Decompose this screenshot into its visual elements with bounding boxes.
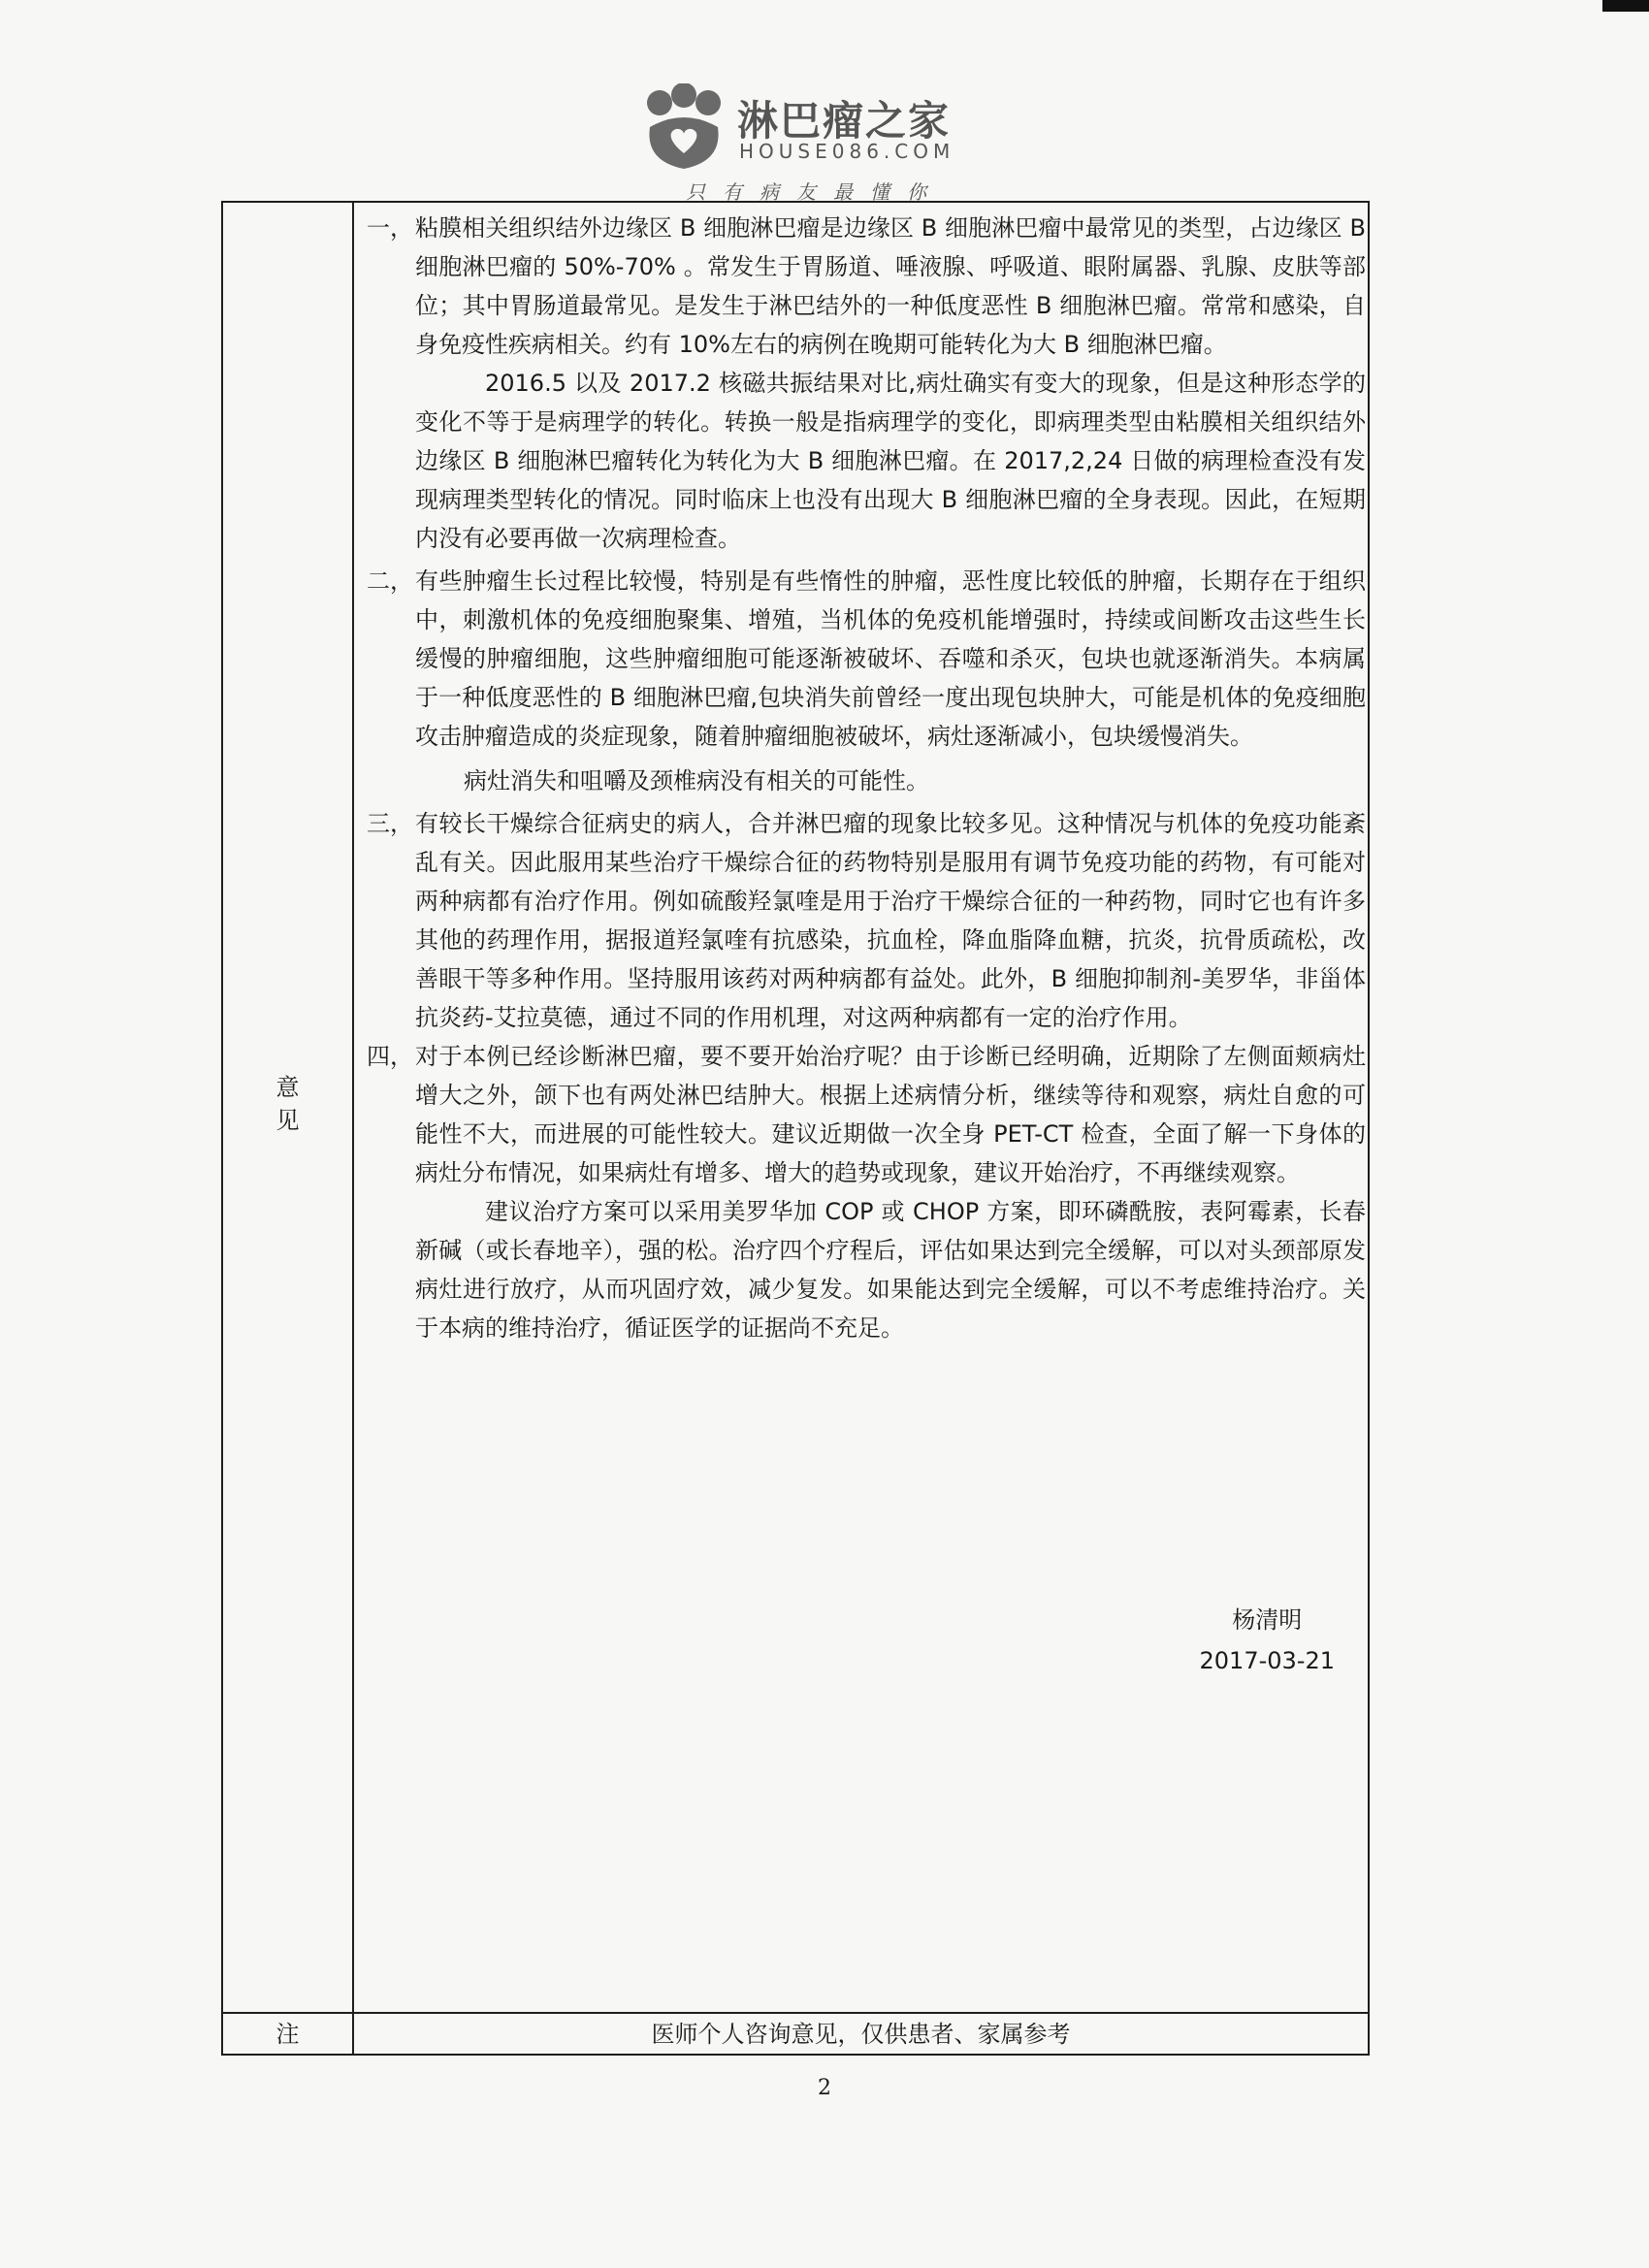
item-number: 一， [367, 214, 413, 242]
item-number: 三， [367, 810, 413, 837]
opinion-form-table [221, 201, 1370, 2056]
logo-paw-icon [640, 83, 728, 171]
logo-slogan: 只有病友最懂你 [686, 180, 944, 204]
scan-edge-bar [1602, 0, 1649, 12]
item-text: 粘膜相关组织结外边缘区 B 细胞淋巴瘤是边缘区 B 细胞淋巴瘤中最常见的类型，占边缘区 B 细胞淋巴瘤的 50%-70% 。常发生于胃肠道、唾液腺、呼吸道、眼附属器、乳腺、皮肤等部位；其中胃肠道最常见。是发生于淋巴结外的一种低度恶性 B 细胞淋巴瘤。常常和感染，自身免疫性疾病相关。约有 10%左右的病例在晚期可能转化为大 B 细胞淋巴瘤。 [415, 214, 1366, 358]
opinion-item-4 [367, 1037, 1366, 1192]
logo-title: 淋巴瘤之家 [737, 97, 952, 145]
item-2-paragraph-2: 病灶消失和咀嚼及颈椎病没有相关的可能性。 [464, 767, 929, 794]
opinion-label [223, 1071, 352, 1137]
doctor-name: 杨清明 [1232, 1606, 1303, 1634]
item-number: 二， [367, 567, 413, 595]
site-logo [640, 83, 989, 204]
item-number: 四， [367, 1043, 413, 1070]
note-label: 注 [275, 2021, 300, 2048]
item-text: 有较长干燥综合征病史的病人，合并淋巴瘤的现象比较多见。这种情况与机体的免疫功能紊乱有关。因此服用某些治疗干燥综合征的药物特别是服用有调节免疫功能的药物，有可能对两种病都有治疗作用。例如硫酸羟氯喹是用于治疗干燥综合征的一种药物，同时它也有许多其他的药理作用，据报道羟氯喹有抗感染，抗血栓，降血脂降血糖，抗炎，抗骨质疏松，改善眼干等多种作用。坚持服用该药对两种病都有益处。此外，B 细胞抑制剂-美罗华，非甾体抗炎药-艾拉莫德，通过不同的作用机理，对这两种病都有一定的治疗作用。 [415, 810, 1366, 1031]
opinion-content [367, 209, 1366, 1347]
note-text: 医师个人咨询意见，仅供患者、家属参考 [651, 2021, 1071, 2048]
page-number: 2 [818, 2076, 831, 2100]
column-divider [352, 203, 354, 2054]
opinion-label-char-1: 意 [275, 1074, 300, 1101]
signature-date: 2017-03-21 [1199, 1647, 1335, 1674]
item-text: 对于本例已经诊断淋巴瘤，要不要开始治疗呢？由于诊断已经明确，近期除了左侧面颊病灶增大之外，颌下也有两处淋巴结肿大。根据上述病情分析，继续等待和观察，病灶自愈的可能性不大，而进展的可能性较大。建议近期做一次全身 PET-CT 检查，全面了解一下身体的病灶分布情况，如果病灶有增多、增大的趋势或现象，建议开始治疗，不再继续观察。 [415, 1043, 1366, 1186]
doctor-signature [1200, 1600, 1335, 1681]
item-1-paragraph-2: 2016.5 以及 2017.2 核磁共振结果对比,病灶确实有变大的现象，但是这种形态学的变化不等于是病理学的转化。转换一般是指病理学的变化，即病理类型由粘膜相关组织结外边缘区 B 细胞淋巴瘤转化为转化为大 B 细胞淋巴瘤。在 2017,2,24 日做的病理检查没有发现病理类型转化的情况。同时临床上也没有出现大 B 细胞淋巴瘤的全身表现。因此，在短期内没有必要再做一次病理检查。 [415, 370, 1366, 552]
item-text: 有些肿瘤生长过程比较慢，特别是有些惰性的肿瘤，恶性度比较低的肿瘤，长期存在于组织中，刺激机体的免疫细胞聚集、增殖，当机体的免疫机能增强时，持续或间断攻击这些生长缓慢的肿瘤细胞，这些肿瘤细胞可能逐渐被破坏、吞噬和杀灭，包块也就逐渐消失。本病属于一种低度恶性的 B 细胞淋巴瘤,包块消失前曾经一度出现包块肿大，可能是机体的免疫细胞攻击肿瘤造成的炎症现象，随着肿瘤细胞被破坏，病灶逐渐减小，包块缓慢消失。 [415, 567, 1366, 750]
logo-site: HOUSE086.COM [739, 140, 955, 163]
opinion-item-3 [367, 804, 1366, 1037]
opinion-item-2 [367, 562, 1366, 756]
item-4-paragraph-2: 建议治疗方案可以采用美罗华加 COP 或 CHOP 方案，即环磷酰胺，表阿霉素，长春新碱（或长春地辛），强的松。治疗四个疗程后，评估如果达到完全缓解，可以对头颈部原发病灶进行放疗，从而巩固疗效，减少复发。如果能达到完全缓解，可以不考虑维持治疗。关于本病的维持治疗，循证医学的证据尚不充足。 [415, 1198, 1366, 1342]
opinion-label-char-2: 见 [275, 1107, 300, 1134]
opinion-item-1 [367, 209, 1366, 364]
